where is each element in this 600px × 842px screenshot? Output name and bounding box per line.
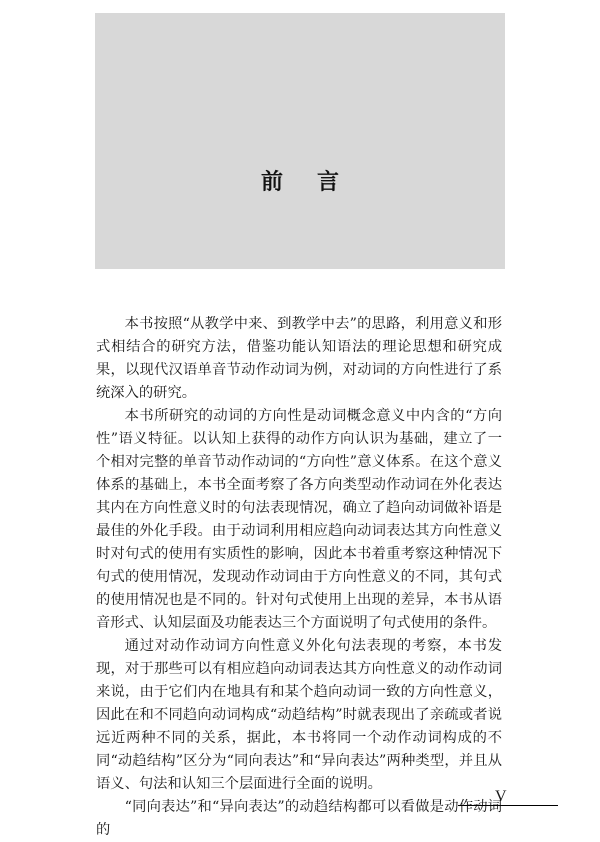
paragraph-1: 本书按照“从教学中来、到教学中去”的思路，利用意义和形式相结合的研究方法，借鉴功能认知语法的理论思想和研究成果，以现代汉语单音节动作动词为例，对动词的方向性进行了系统深入的研究。	[96, 316, 502, 401]
chapter-header-box	[95, 13, 505, 269]
page-title: 前言	[260, 170, 373, 195]
preface-body	[96, 313, 502, 842]
page-number: V	[495, 788, 507, 805]
paragraph-4: “同向表达”和“异向表达”的动趋结构都可以看做是动作动词的	[96, 799, 502, 838]
footer-rule	[458, 805, 558, 806]
paragraph-3: 通过对动作动词方向性意义外化句法表现的考察，本书发现，对于那些可以有相应趋向动词表达其方向性意义的动作动词来说，由于它们内在地具有和某个趋向动词一致的方向性意义，因此在和不同趋向动词构成“动趋结构”时就表现出了亲疏或者说远近两种不同的关系，据此，本书将同一个动作动词构成的不同“动趋结构”区分为“同向表达”和“异向表达”两种类型，并且从语义、句法和认知三个层面进行全面的说明。	[96, 638, 502, 792]
paragraph-2: 本书所研究的动词的方向性是动词概念意义中内含的“方向性”语义特征。以认知上获得的动作方向认识为基础，建立了一个相对完整的单音节动作动词的“方向性”意义体系。在这个意义体系的基础上，本书全面考察了各方向类型动作动词在外化表达其内在方向性意义时的句法表现情况，确立了趋向动词做补语是最佳的外化手段。由于动词利用相应趋向动词表达其方向性意义时对句式的使用有实质性的影响，因此本书着重考察这种情况下句式的使用情况，发现动作动词由于方向性意义的不同，其句式的使用情况也是不同的。针对句式使用上出现的差异，本书从语音形式、认知层面及功能表达三个方面说明了句式使用的条件。	[96, 408, 502, 631]
